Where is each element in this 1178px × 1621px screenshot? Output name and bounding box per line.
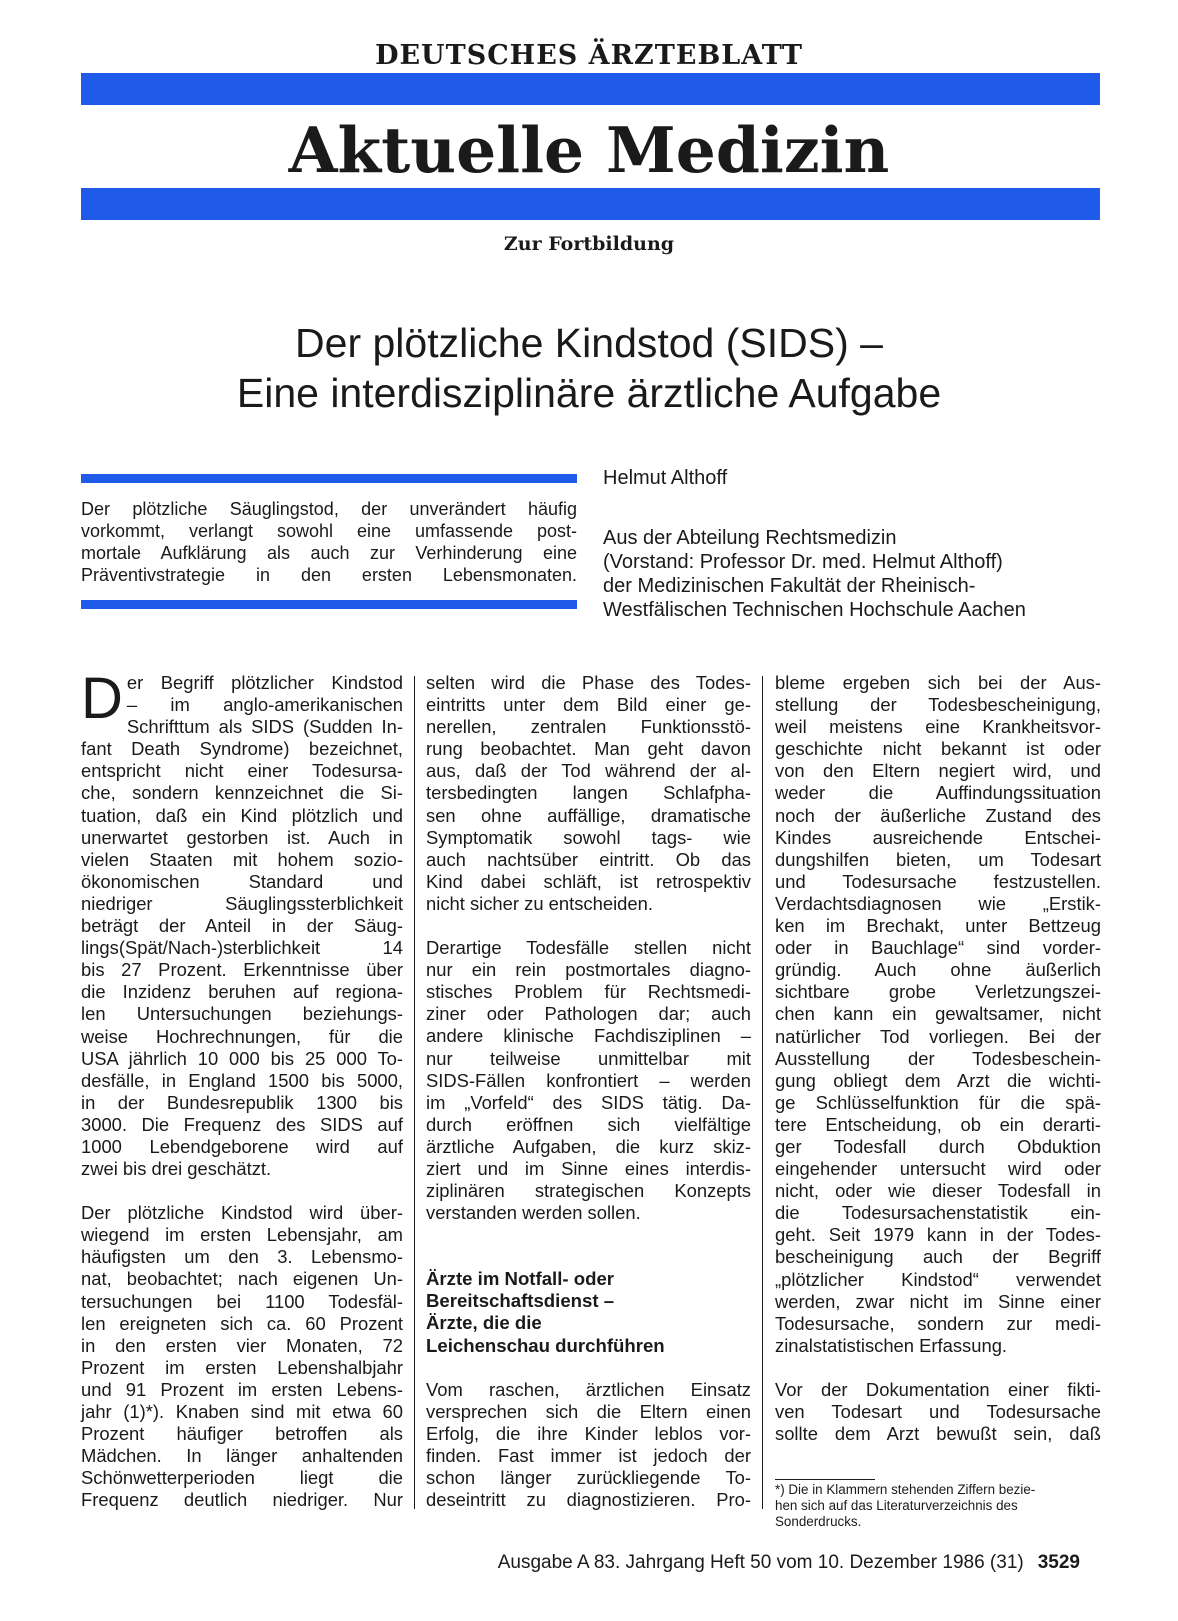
text-line: nicht sicher zu entscheiden. (426, 892, 653, 914)
text-line: ken im Brechakt, unter Bettzeug (775, 915, 1101, 937)
title-line: Der plötzliche Kindstod (SIDS) – (295, 320, 883, 366)
author-affiliation (603, 526, 1100, 622)
masthead-bar-bottom (81, 188, 1100, 220)
text-line: schon länger zurückliegende To- (426, 1467, 751, 1488)
text-line: stellung der Todesbescheinigung, (775, 694, 1101, 716)
text-line: beträgt der Anteil in der Säug- (81, 915, 403, 937)
text-line: verstanden werden sollen. (426, 1202, 641, 1224)
text-line: nur teilweise unmittelbar mit (426, 1047, 751, 1069)
text-line: Prozent häufiger betroffen als (81, 1423, 403, 1445)
abstract-line: Präventivstrategie in den ersten Lebensmonaten. (81, 565, 577, 585)
affiliation-line: Aus der Abteilung Rechtsmedizin (603, 527, 897, 549)
text-line: nerellen, zentralen Funktionsstö- (426, 716, 751, 738)
affiliation-line: der Medizinischen Fakultät der Rheinisch- (603, 575, 976, 597)
abstract (81, 498, 577, 586)
text-line: che, sondern kennzeichnet die Si- (81, 782, 403, 804)
text-line: aus, daß der Tod während der al- (426, 760, 751, 782)
text-line: Bereitschaftsdienst – (426, 1290, 615, 1312)
text-line: im „Vorfeld“ des SIDS tätig. Da- (426, 1091, 751, 1113)
text-line: versprechen sich die Eltern einen (426, 1400, 751, 1422)
text-line: stisches Problem für Rechtsmedi- (426, 981, 751, 1003)
masthead-bar-top (81, 73, 1100, 105)
text-line: die Inzidenz beruhen auf regiona- (81, 981, 403, 1003)
footnote-rule (775, 1479, 875, 1480)
text-line: sichtbare grobe Verletzungszei- (775, 981, 1101, 1003)
text-line: durch eröffnen sich vielfältige (426, 1113, 751, 1135)
text-line: USA jährlich 10 000 bis 25 000 To- (81, 1047, 403, 1069)
text-line: finden. Fast immer ist jedoch der (426, 1444, 751, 1466)
drop-cap: D (81, 666, 123, 731)
text-line: jahr (1)*). Knaben sind mit etwa 60 (81, 1401, 403, 1422)
text-line: in den ersten vier Monaten, 72 (81, 1334, 403, 1356)
text-line: gründig. Auch ohne äußerlich (775, 959, 1101, 981)
text-line: bleme ergeben sich bei der Aus- (775, 672, 1101, 693)
paragraph (81, 666, 403, 1180)
text-line: Ärzte im Notfall- oder (426, 1268, 615, 1290)
text-line: Symptomatik sowohl tags- wie (426, 826, 751, 848)
text-line: gung obliegt dem Arzt die wichti- (775, 1069, 1101, 1091)
paragraph (426, 672, 751, 915)
text-line: Schönwetterperioden liegt die (81, 1467, 403, 1489)
text-line: vielen Staaten mit hohem sozio- (81, 848, 403, 870)
issue-info: Ausgabe A 83. Jahrgang Heft 50 vom 10. Dezember 1986 (31) (497, 1552, 1024, 1573)
section-title: Aktuelle Medizin (288, 113, 890, 187)
abstract-line: Der plötzliche Säuglingstod, der unverändert häufig (81, 499, 577, 519)
text-line: weder die Auffindungssituation (775, 782, 1101, 804)
abstract-bar-bottom (81, 600, 577, 609)
section-subheading (426, 1268, 751, 1356)
text-line: und 91 Prozent im ersten Lebens- (81, 1378, 403, 1400)
abstract-line: vorkommt, verlangt sowohl eine umfassende post- (81, 521, 577, 541)
text-line: SIDS-Fällen konfrontiert – werden (426, 1069, 751, 1091)
text-line: weil meistens eine Krankheitsvor- (775, 716, 1101, 738)
text-line: weise Hochrechnungen, für die (81, 1025, 403, 1047)
text-line: und Todesursache festzustellen. (775, 870, 1101, 892)
text-line: ökonomischen Standard und (81, 870, 403, 892)
column-rule (762, 676, 763, 1509)
text-line: desfälle, in England 1500 bis 5000, (81, 1069, 403, 1091)
text-line: ge Schlüsselfunktion für die spä- (775, 1091, 1101, 1113)
text-line: ziplinären strategischen Konzepts (426, 1180, 751, 1202)
text-line: Schrifttum als SIDS (Sudden In- (126, 716, 403, 738)
text-line: Ausstellung der Todesbeschein- (775, 1047, 1101, 1069)
text-line: Erfolg, die ihre Kinder leblos vor- (426, 1422, 751, 1444)
text-line: nat, beobachtet; nach eigenen Un- (81, 1268, 403, 1290)
text-line: eintritts unter dem Bild einer ge- (426, 694, 751, 716)
text-line: er Begriff plötzlicher Kindstod (126, 672, 403, 693)
text-line: selten wird die Phase des Todes- (426, 672, 751, 693)
text-line: fant Death Syndrome) bezeichnet, (81, 738, 403, 760)
text-line: geht. Seit 1979 kann in der Todes- (775, 1224, 1101, 1246)
text-line: Ärzte, die die (426, 1312, 542, 1334)
title-line: Eine interdisziplinäre ärztliche Aufgabe (236, 370, 942, 416)
text-line: ven Todesart und Todesursache (775, 1401, 1101, 1422)
text-line: Derartige Todesfälle stellen nicht (426, 937, 751, 959)
text-line: Kind dabei schläft, ist retrospektiv (426, 870, 751, 892)
text-line: len Untersuchungen beziehungs- (81, 1003, 403, 1025)
footnote-line: Sonderdrucks. (775, 1514, 862, 1529)
paragraph (81, 1202, 403, 1511)
text-column-3 (775, 672, 1101, 1445)
text-line: bescheinigung auch der Begriff (775, 1246, 1101, 1268)
text-line: lings(Spät/Nach-)sterblichkeit 14 (81, 937, 403, 959)
text-line: 1000 Lebendgeborene wird auf (81, 1135, 403, 1157)
text-line: chen kann ein gewaltsamer, nicht (775, 1003, 1101, 1025)
paragraph (775, 1379, 1101, 1445)
text-line: dungshilfen bieten, um Todesart (775, 848, 1101, 870)
text-line: deseintritt zu diagnostizieren. Pro- (426, 1489, 751, 1511)
affiliation-line: Westfälischen Technischen Hochschule Aachen (603, 599, 1026, 621)
text-line: zinalstatistischen Erfassung. (775, 1334, 1008, 1356)
abstract-line: mortale Aufklärung als auch zur Verhinderung eine (81, 543, 577, 563)
text-line: werden, zwar nicht im Sinne einer (775, 1290, 1101, 1312)
footnote (775, 1482, 1101, 1530)
text-line: wiegend im ersten Lebensjahr, am (81, 1224, 403, 1246)
text-line: unerwartet gestorben ist. Auch in (81, 826, 403, 848)
text-line: häufigsten um den 3. Lebensmo- (81, 1246, 403, 1268)
text-line: Todesursache, sondern zur medi- (775, 1312, 1101, 1334)
footnote-line: *) Die in Klammern stehenden Ziffern bezie- (775, 1482, 1036, 1497)
paragraph (426, 1379, 751, 1512)
text-line: natürlicher Tod vorliegen. Bei der (775, 1025, 1101, 1047)
text-line: andere klinische Fachdisziplinen – (426, 1025, 751, 1047)
text-line: ziner oder Pathologen dar; auch (426, 1003, 751, 1025)
text-line: oder in Bauchlage“ sind vorder- (775, 937, 1101, 959)
text-line: in der Bundesrepublik 1300 bis (81, 1091, 403, 1113)
paragraph (775, 672, 1101, 1357)
text-line: bis 27 Prozent. Erkenntnisse über (81, 959, 403, 981)
text-column-2 (426, 672, 751, 1511)
text-line: ger Todesfall durch Obduktion (775, 1135, 1101, 1157)
page-footer (0, 1551, 1080, 1575)
text-line: ziert und im Sinne eines interdis- (426, 1157, 751, 1179)
text-line: auch nachtsüber eintritt. Ob das (426, 848, 751, 870)
author-name: Helmut Althoff (603, 467, 728, 489)
text-line: zwei bis drei geschätzt. (81, 1158, 272, 1180)
text-line: niedriger Säuglingssterblichkeit (81, 892, 403, 914)
text-line: Kindes ausreichende Entschei- (775, 826, 1101, 848)
text-line: Vor der Dokumentation einer fikti- (775, 1378, 1101, 1400)
text-line: tersuchungen bei 1100 Todesfäl- (81, 1290, 403, 1312)
text-line: von den Eltern negiert wird, und (775, 760, 1101, 782)
text-line: tere Entscheidung, ob ein derarti- (775, 1113, 1101, 1135)
text-line: Frequenz deutlich niedriger. Nur (81, 1489, 403, 1511)
text-line: tersbedingten langen Schlafpha- (426, 782, 751, 804)
text-line: Prozent im ersten Lebenshalbjahr (81, 1356, 403, 1378)
text-line: nicht, oder wie dieser Todesfall in (775, 1180, 1101, 1202)
text-line: len ereigneten sich ca. 60 Prozent (81, 1312, 403, 1334)
journal-masthead: DEUTSCHES ÄRZTEBLATT (375, 40, 803, 71)
paragraph (426, 937, 751, 1224)
text-line: eingehender untersucht wird oder (775, 1158, 1101, 1180)
text-line: die Todesursachenstatistik ein- (775, 1202, 1101, 1224)
text-line: rung beobachtet. Man geht davon (426, 738, 751, 760)
text-line: sen ohne auffällige, dramatische (426, 804, 751, 826)
column-rule (414, 676, 415, 1509)
text-line: ärztliche Aufgaben, die kurz skiz- (426, 1135, 751, 1157)
text-line: Der plötzliche Kindstod wird über- (81, 1202, 403, 1224)
text-line: Mädchen. In länger anhaltenden (81, 1445, 403, 1467)
text-line: noch der äußerliche Zustand des (775, 804, 1101, 826)
abstract-bar-top (81, 474, 577, 483)
text-line: 3000. Die Frequenz des SIDS auf (81, 1113, 403, 1135)
text-line: entspricht nicht einer Todesursa- (81, 760, 403, 782)
text-line: tuation, daß ein Kind plötzlich und (81, 804, 403, 826)
text-line: sollte dem Arzt bewußt sein, daß (775, 1423, 1101, 1445)
page-number: 3529 (1037, 1552, 1080, 1573)
text-line: Leichenschau durchführen (426, 1334, 665, 1356)
text-column-1 (81, 666, 403, 1511)
text-line: geschichte nicht bekannt ist oder (775, 738, 1101, 760)
article-title (0, 318, 1178, 418)
subsection-label: Zur Fortbildung (503, 233, 675, 255)
text-line: Verdachtsdiagnosen wie „Erstik- (775, 892, 1101, 914)
text-line: Vom raschen, ärztlichen Einsatz (426, 1378, 751, 1400)
text-line: nur ein rein postmortales diagno- (426, 959, 751, 981)
footnote-line: hen sich auf das Literaturverzeichnis des (775, 1498, 1018, 1513)
affiliation-line: (Vorstand: Professor Dr. med. Helmut Althoff) (603, 551, 1003, 573)
text-line: – im anglo-amerikanischen (126, 694, 403, 716)
text-line: „plötzlicher Kindstod“ verwendet (775, 1268, 1101, 1290)
